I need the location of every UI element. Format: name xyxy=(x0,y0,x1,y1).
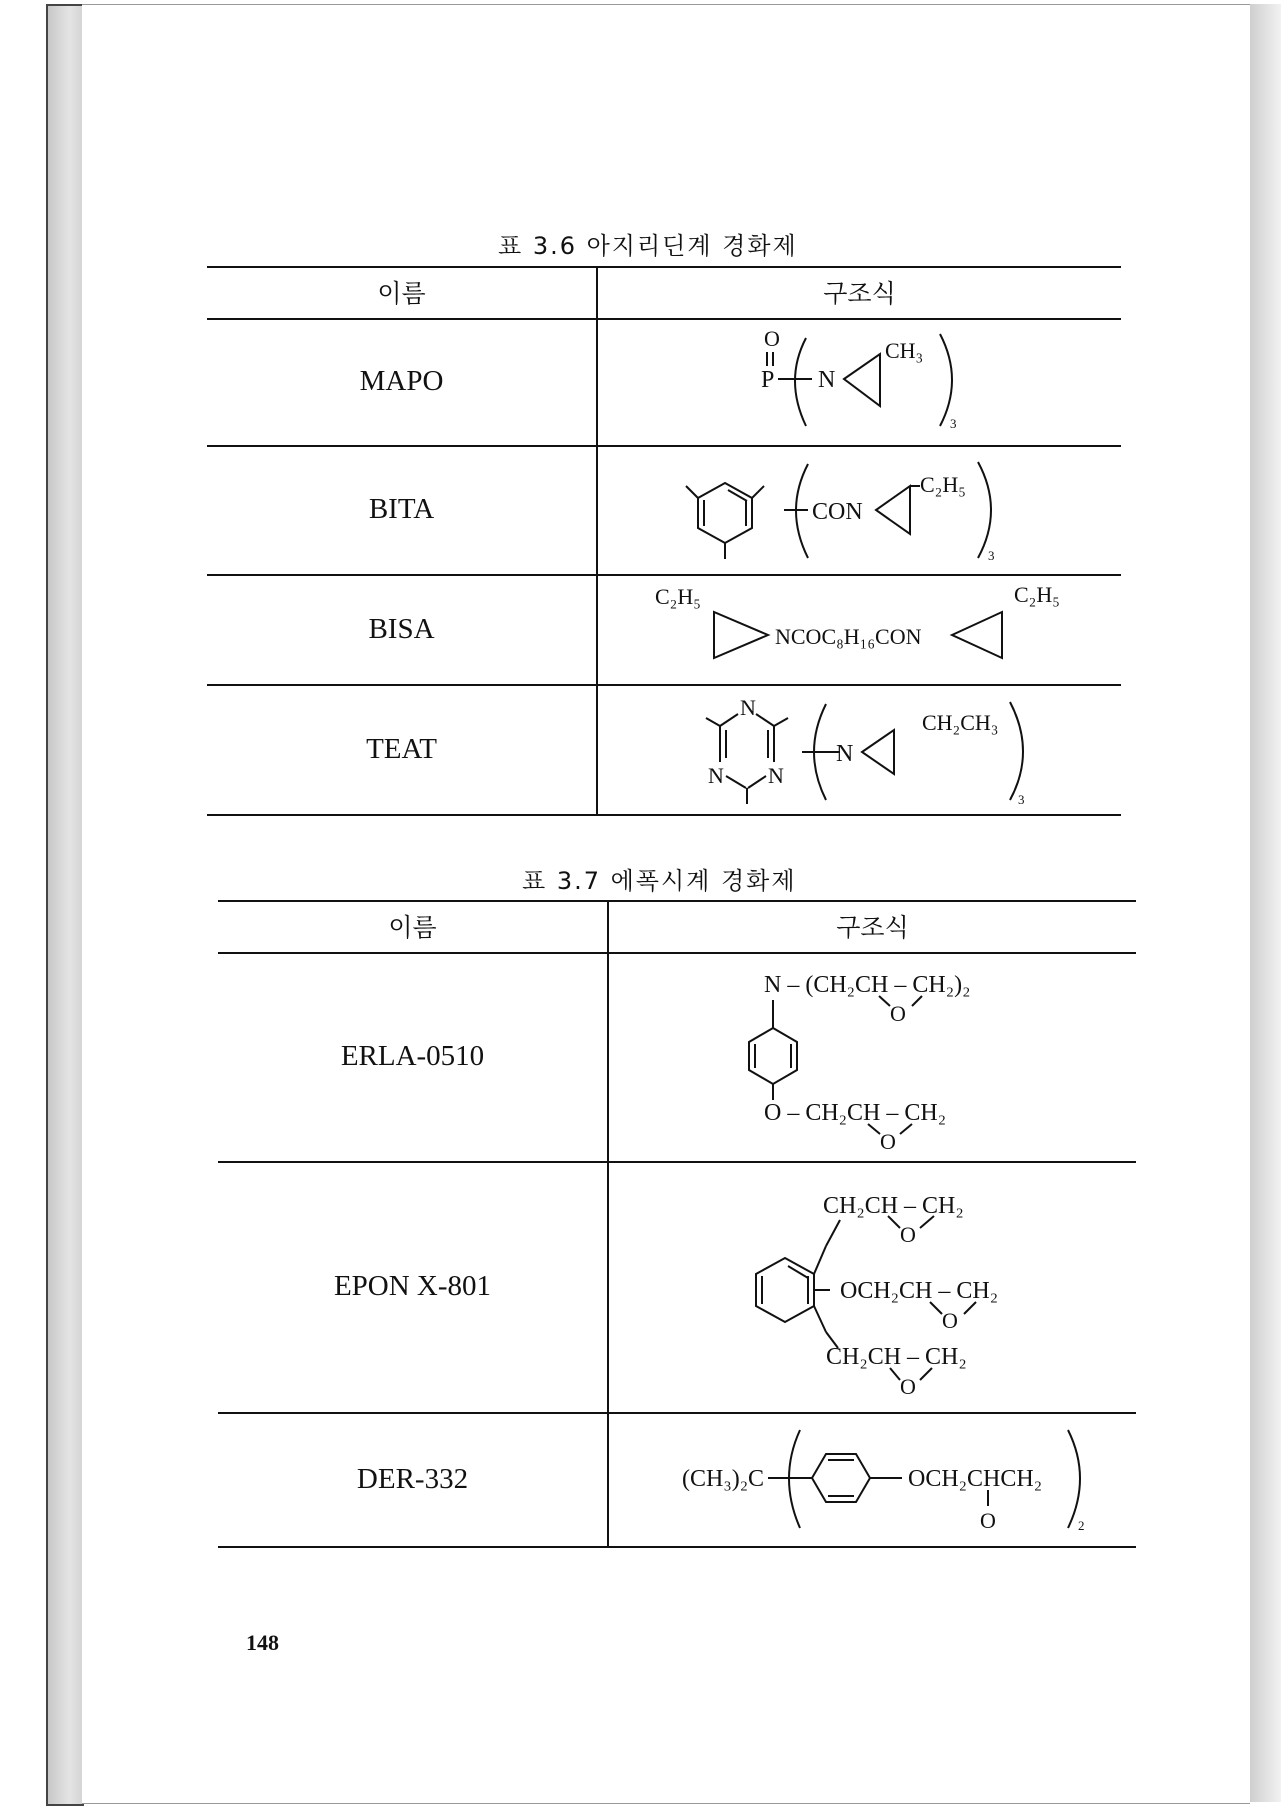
table-3-6-name-mapo: MAPO xyxy=(359,365,444,397)
page-edge xyxy=(1250,4,1281,1802)
triazine-n-top: N xyxy=(740,695,756,720)
teat-structure xyxy=(690,690,1050,810)
triazine-n-right: N xyxy=(768,763,784,788)
table-3-7-header-structure: 구조식 xyxy=(836,913,909,942)
bisa-structure xyxy=(650,578,1070,682)
table-3-7-caption: 표 3.7 에폭시계 경화제 xyxy=(522,867,797,895)
repeat-subscript: 3 xyxy=(1018,792,1025,807)
methyl-label: CH₃ xyxy=(885,338,924,363)
bita-structure xyxy=(680,450,1010,572)
epoxide-oxygen-label: O xyxy=(980,1508,996,1533)
ethyl-label: C₂H₅ xyxy=(920,472,966,497)
table-3-6-name-teat: TEAT xyxy=(366,732,437,765)
table-3-7-name-der: DER-332 xyxy=(356,1462,469,1495)
mapo-structure xyxy=(740,322,1000,442)
ethyl-left-label: C₂H₅ xyxy=(655,584,701,609)
triazine-n-left: N xyxy=(708,763,724,788)
repeat-subscript: 3 xyxy=(950,416,957,431)
table-3-6-header-structure: 구조식 xyxy=(823,279,896,308)
isopropylidene-label: (CH₃)₂C xyxy=(682,1466,765,1492)
ethyl-label: CH₂CH₃ xyxy=(922,710,999,735)
ether-chain-label: O – CH₂CH – CH₂ xyxy=(764,1100,947,1126)
oxygen-label: O xyxy=(764,326,780,351)
der-332-structure xyxy=(680,1420,1100,1544)
epoxide-oxygen-label: O xyxy=(890,1001,906,1026)
table-3-6-name-bita: BITA xyxy=(368,493,435,525)
table-3-7-name-erla: ERLA-0510 xyxy=(340,1040,485,1072)
erla-0510-structure xyxy=(740,960,1010,1156)
chain-1-label: CH₂CH – CH₂ xyxy=(823,1193,964,1219)
epoxide-oxygen-label: O xyxy=(880,1129,896,1154)
table-3-7-name-epon: EPON X-801 xyxy=(333,1270,492,1302)
phosphorus-label: P xyxy=(761,367,775,393)
con-label: CON xyxy=(812,499,863,525)
epoxide-oxygen-label: O xyxy=(900,1374,916,1399)
amine-chain-label: N – (CH₂CH – CH₂)₂ xyxy=(764,972,971,998)
epoxide-oxygen-label: O xyxy=(942,1308,958,1333)
nitrogen-label: N xyxy=(836,741,854,767)
table-3-6-bottom-rule xyxy=(207,814,1121,816)
glycidyl-label: OCH₂CHCH₂ xyxy=(908,1466,1043,1492)
nitrogen-label: N xyxy=(818,367,836,393)
chain-2-label: OCH₂CH – CH₂ xyxy=(840,1278,999,1304)
repeat-subscript: 2 xyxy=(1078,1518,1085,1533)
table-3-7-bottom-rule xyxy=(218,1546,1136,1548)
epoxide-oxygen-label: O xyxy=(900,1222,916,1247)
chain-3-label: CH₂CH – CH₂ xyxy=(826,1344,967,1370)
table-3-6-column-rule xyxy=(596,266,598,814)
table-3-6-header-name: 이름 xyxy=(377,279,426,308)
page-number: 148 xyxy=(246,1630,279,1655)
book-spine xyxy=(46,4,84,1806)
table-3-7-column-rule xyxy=(607,900,609,1546)
table-3-7-header-name: 이름 xyxy=(388,913,437,942)
epon-x-801-structure xyxy=(720,1168,1040,1408)
repeat-subscript: 3 xyxy=(988,548,995,563)
ethyl-right-label: C₂H₅ xyxy=(1014,582,1060,607)
table-3-6-name-bisa: BISA xyxy=(368,612,435,645)
table-3-6-caption: 표 3.6 아지리딘계 경화제 xyxy=(498,232,798,260)
linker-label: NCOC₈H₁₆CON xyxy=(775,624,922,649)
